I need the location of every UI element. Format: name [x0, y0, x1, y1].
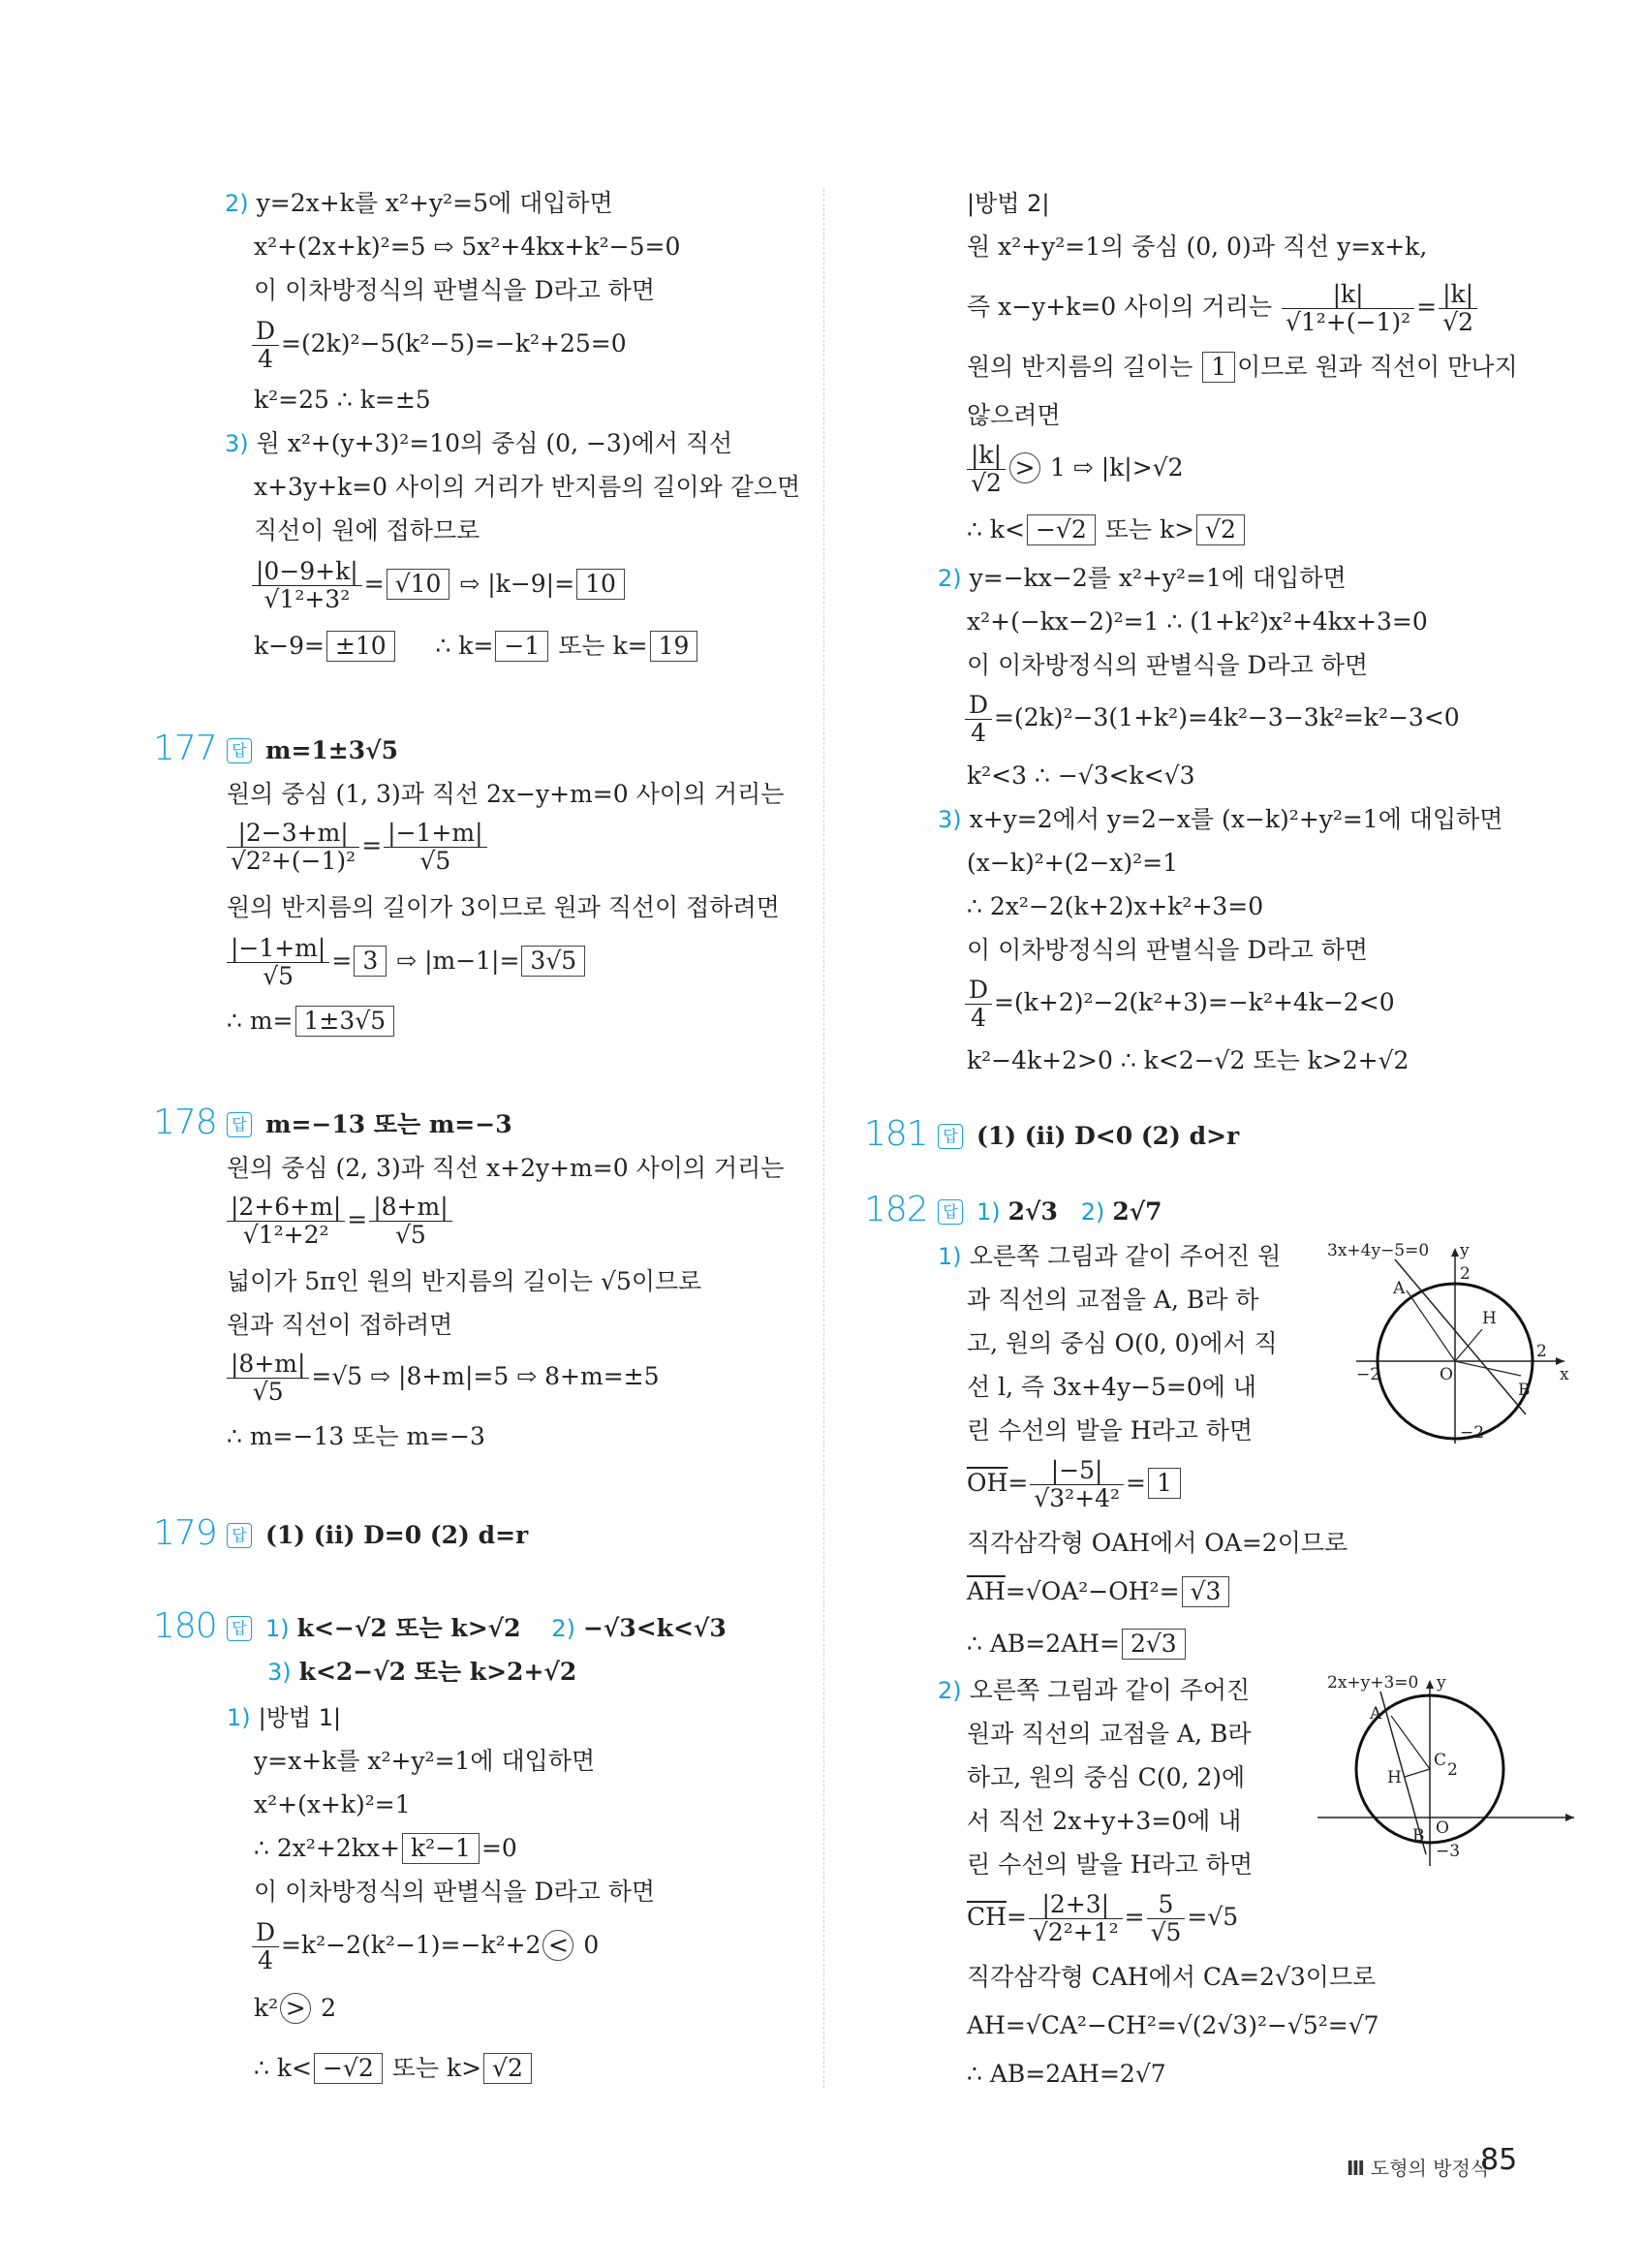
- answer-badge: 답: [227, 1616, 252, 1641]
- fraction: $\frac{|-1+m|}{√5}$: [227, 935, 329, 990]
- answer-badge: 답: [938, 1199, 963, 1225]
- sol177-line3: 원의 반지름의 길이가 3이므로 원과 직선이 접하려면: [227, 893, 780, 921]
- fraction: $\frac{|8+m|}{√5}$: [369, 1194, 451, 1249]
- sol180-3-line1: 3) x+y=2에서 y=2−x를 (x−k)²+y²=1에 대입하면: [938, 805, 1503, 833]
- answer-badge: 답: [227, 1112, 252, 1137]
- fraction: $\frac{D}{4}$: [252, 1919, 279, 1974]
- fraction: $\frac{D}{4}$: [965, 692, 992, 747]
- sol182-2-line1: 2) 오른쪽 그림과 같이 주어진: [938, 1676, 1251, 1704]
- answer-178: 답 m=−13 또는 m=−3: [227, 1108, 512, 1141]
- answer-180-line2: 3) k<2−√2 또는 k>2+√2: [267, 1658, 577, 1686]
- y-axis-arrow: [1451, 1248, 1459, 1257]
- sol176-3-line1: 3) 원 x²+(y+3)²=10의 중심 (0, −3)에서 직선: [225, 429, 733, 457]
- sol180-3-line3: ∴ 2x²−2(k+2)x+k²+3=0: [967, 892, 1264, 920]
- answer-box: 1: [1202, 352, 1235, 383]
- label-y2: 2: [1460, 1264, 1471, 1284]
- answer-179: 답 (1) (ii) D=0 (2) d=r: [227, 1519, 528, 1552]
- sol180-m2-line4: 않으려면: [967, 401, 1061, 429]
- sol178-line2: $\frac{|2+6+m|}{\text{√1²+2²}}$ = $\frac{|8+m|}{√5}$: [225, 1194, 454, 1249]
- sol180-2-line4: $\frac{D}{4}$ =(2k)²−3(1+k²)=4k²−3−3k²=k²−3<0: [963, 692, 1460, 747]
- sol176-2-line4: $\frac{D}{4}$ =(2k)²−5(k²−5)=−k²+25=0: [250, 318, 627, 373]
- answer-box: √10: [387, 569, 450, 600]
- answer-circle: >: [280, 1993, 311, 2024]
- fraction: $\frac{|2+3|}{\text{√2²+1²}}$: [1029, 1891, 1123, 1946]
- problem-number-181: 181: [864, 1114, 928, 1154]
- sol182-2-line7: 직각삼각형 CAH에서 CA=2√3이므로: [967, 1963, 1377, 1991]
- answer-badge: 답: [227, 738, 252, 763]
- answer-box: √2: [1196, 514, 1245, 545]
- problem-number-177: 177: [153, 729, 217, 768]
- x-axis-arrow: [1556, 1357, 1565, 1365]
- sol180-m2-line3: 원의 반지름의 길이는 1 이므로 원과 직선이 만나지: [967, 353, 1518, 381]
- sol176-3-line4: $\frac{|0-9+k|}{\text{√1²+3²}}$ = √10 ⇨ |k−9|= 10: [250, 558, 627, 613]
- segment-CH: [1405, 1769, 1430, 1777]
- answer-circle: >: [1009, 452, 1040, 483]
- answer-box: 3: [354, 946, 387, 977]
- fraction: $\frac{D}{4}$: [965, 977, 992, 1032]
- segment-OB: [1455, 1361, 1521, 1376]
- label-line: 2x+y+3=0: [1327, 1673, 1419, 1693]
- fraction: $\frac{|k|}{√2}$: [967, 442, 1006, 497]
- sol180-method2-title: |방법 2|: [967, 190, 1050, 217]
- label-yneg2: −2: [1460, 1423, 1485, 1443]
- fraction: $\frac{|8+m|}{√5}$: [227, 1351, 309, 1406]
- sol182-2-line3: 하고, 원의 중심 C(0, 2)에: [967, 1763, 1246, 1791]
- fraction: $\frac{|2-3+m|}{\text{√2²+(−1)²}}$: [227, 820, 359, 875]
- answer-box: 1: [1148, 1468, 1181, 1499]
- answer-circle: <: [542, 1930, 573, 1961]
- answer-182: 답 1) 2√3 2) 2√7: [938, 1196, 1162, 1228]
- figure-182-2: [1298, 1672, 1579, 1866]
- fraction: $\frac{5}{√5}$: [1147, 1891, 1186, 1946]
- answer-box: −√2: [314, 2053, 383, 2084]
- sol180-3-line2: (x−k)²+(2−x)²=1: [967, 849, 1179, 877]
- sol176-3-line2: x+3y+k=0 사이의 거리가 반지름의 길이와 같으면: [254, 473, 801, 501]
- sol182-2-line2: 원과 직선의 교점을 A, B라: [967, 1720, 1252, 1748]
- sol182-1-line1: 1) 오른쪽 그림과 같이 주어진 원: [938, 1242, 1282, 1270]
- y-axis-arrow: [1426, 1680, 1434, 1689]
- fraction: $\frac{|0-9+k|}{\text{√1²+3²}}$: [252, 558, 362, 613]
- label-y: y: [1460, 1241, 1470, 1260]
- sol180-m2-line1: 원 x²+y²=1의 중심 (0, 0)과 직선 y=x+k,: [967, 233, 1428, 261]
- sol178-line1: 원의 중심 (2, 3)과 직선 x+2y+m=0 사이의 거리는: [227, 1154, 785, 1182]
- sol182-1-line5: 린 수선의 발을 H라고 하면: [967, 1416, 1254, 1445]
- sol176-2-line5: k²=25 ∴ k=±5: [254, 386, 431, 414]
- answer-box: 3√5: [521, 946, 585, 977]
- fraction: $\frac{D}{4}$: [252, 318, 279, 373]
- answer-box: ±10: [326, 631, 395, 662]
- sol180-m2-line2: 즉 x−y+k=0 사이의 거리는 $\frac{|k|}{\text{√1²+(−1)²}}$ = $\frac{|k|}{√2}$: [967, 281, 1479, 336]
- answer-177: 답 m=1±3√5: [227, 734, 398, 767]
- sol182-2-ab: ∴ AB=2AH=2√7: [967, 2060, 1166, 2088]
- sol176-2-line3: 이 이차방정식의 판별식을 D라고 하면: [254, 276, 656, 304]
- column-divider: [823, 189, 824, 2088]
- fraction: $\frac{|-5|}{\text{√3²+4²}}$: [1030, 1457, 1124, 1512]
- label-H: H: [1387, 1768, 1402, 1787]
- label-O: O: [1440, 1365, 1453, 1384]
- sol177-line4: $\frac{|-1+m|}{√5}$ = 3 ⇨ |m−1|= 3√5: [225, 935, 587, 990]
- answer-badge: 답: [938, 1124, 963, 1149]
- answer-181: 답 (1) (ii) D<0 (2) d>r: [938, 1120, 1239, 1153]
- sol177-line2: $\frac{|2-3+m|}{\text{√2²+(−1)²}}$ = $\frac{|-1+m|}{√5}$: [225, 820, 489, 875]
- label-x2: 2: [1536, 1342, 1547, 1361]
- sol182-1-oh: $\overline{OH}=$ $\frac{|-5|}{\text{√3²+4²}}$ = 1: [967, 1457, 1183, 1512]
- label-C: C: [1434, 1751, 1447, 1770]
- fraction: $\frac{|2+6+m|}{\text{√1²+2²}}$: [227, 1194, 345, 1249]
- sol178-line5: $\frac{|8+m|}{√5}$ =√5 ⇨ |8+m|=5 ⇨ 8+m=±5: [225, 1351, 660, 1406]
- sol176-3-line5: k−9= ±10 ∴ k= −1 또는 k= 19: [254, 630, 699, 663]
- segment-OH: [1455, 1329, 1482, 1361]
- sol176-2-line2: x²+(2x+k)²=5 ⇨ 5x²+4kx+k²−5=0: [254, 233, 681, 261]
- problem-number-178: 178: [153, 1103, 217, 1142]
- figure-182-1: [1327, 1240, 1569, 1444]
- sol182-1-line2: 과 직선의 교점을 A, B라 하: [967, 1286, 1259, 1314]
- fraction: $\frac{|-1+m|}{√5}$: [384, 820, 486, 875]
- fraction: $\frac{|k|}{√2}$: [1439, 281, 1477, 336]
- sol177-line5: ∴ m= 1±3√5: [227, 1005, 396, 1038]
- sol180-3-line5: $\frac{D}{4}$ =(k+2)²−2(k²+3)=−k²+4k−2<0: [963, 977, 1395, 1032]
- label-line: 3x+4y−5=0: [1327, 1241, 1430, 1260]
- sol180-1-line7: ∴ k< −√2 또는 k> √2: [254, 2052, 534, 2085]
- sol182-1-ah: $\overline{AH}=√OA^2-OH^2= √3$: [967, 1575, 1231, 1608]
- answer-box: 2√3: [1122, 1629, 1186, 1660]
- answer-box: −√2: [1027, 514, 1096, 545]
- label-H: H: [1482, 1309, 1497, 1328]
- answer-box: 19: [650, 631, 698, 662]
- sol180-1-line5: $\frac{D}{4}$ =k²−2(k²−1)=−k²+2 < 0: [250, 1919, 599, 1974]
- sol182-2-line4: 서 직선 2x+y+3=0에 내: [967, 1807, 1242, 1835]
- label-x: x: [1560, 1365, 1569, 1384]
- label-y2: 2: [1447, 1760, 1458, 1780]
- sol180-2-line3: 이 이차방정식의 판별식을 D라고 하면: [967, 651, 1369, 679]
- label-O: O: [1436, 1818, 1449, 1838]
- problem-number-179: 179: [153, 1513, 217, 1553]
- sol180-1-line1: y=x+k를 x²+y²=1에 대입하면: [254, 1747, 596, 1775]
- answer-badge: 답: [227, 1523, 252, 1548]
- fraction: $\frac{|k|}{\text{√1²+(−1)²}}$: [1282, 281, 1414, 336]
- sol177-line1: 원의 중심 (1, 3)과 직선 2x−y+m=0 사이의 거리는: [227, 780, 785, 808]
- sol182-1-line4: 선 l, 즉 3x+4y−5=0에 내: [967, 1373, 1257, 1401]
- label-B: B: [1518, 1381, 1531, 1400]
- sol182-2-ah: AH=√CA²−CH²=√(2√3)²−√5²=√7: [967, 2011, 1379, 2039]
- label-A: A: [1393, 1279, 1406, 1298]
- sol180-1-line3: ∴ 2x²+2kx+ k²−1 =0: [254, 1834, 517, 1862]
- sol180-m2-line6: ∴ k< −√2 또는 k> √2: [967, 513, 1247, 546]
- sol182-1-ab: ∴ AB=2AH= 2√3: [967, 1628, 1188, 1661]
- answer-180-line1: 답 1) k<−√2 또는 k>√2 2) −√3<k<√3: [227, 1612, 727, 1645]
- sol178-line6: ∴ m=−13 또는 m=−3: [227, 1422, 485, 1450]
- sol182-2-ch: $\overline{CH}=$ $\frac{|2+3|}{\text{√2²+1²}}$ = $\frac{5}{√5}$ =√5: [967, 1890, 1239, 1946]
- label-y: y: [1437, 1673, 1446, 1693]
- label-yneg3: −3: [1436, 1842, 1461, 1861]
- answer-box: √3: [1182, 1576, 1230, 1607]
- sol180-3-line6: k²−4k+2>0 ∴ k<2−√2 또는 k>2+√2: [967, 1046, 1410, 1074]
- chapter-label: Ⅲ 도형의 방정식: [1347, 2157, 1490, 2180]
- label-B: B: [1412, 1826, 1425, 1846]
- sol180-1-line2: x²+(x+k)²=1: [254, 1790, 411, 1818]
- answer-box: 10: [576, 569, 625, 600]
- sol182-2-line5: 린 수선의 발을 H라고 하면: [967, 1850, 1254, 1879]
- sol180-2-line1: 2) y=−kx−2를 x²+y²=1에 대입하면: [938, 564, 1347, 592]
- sol180-1-line4: 이 이차방정식의 판별식을 D라고 하면: [254, 1878, 656, 1906]
- answer-box: √2: [483, 2053, 532, 2084]
- sol182-1-line3: 고, 원의 중심 O(0, 0)에서 직: [967, 1329, 1278, 1357]
- sol180-3-line4: 이 이차방정식의 판별식을 D라고 하면: [967, 936, 1369, 964]
- answer-box: 1±3√5: [295, 1006, 395, 1037]
- answer-box: k²−1: [402, 1833, 480, 1864]
- sol180-m2-line5: $\frac{|k|}{√2}$ > 1 ⇨ |k|>√2: [965, 442, 1183, 497]
- answer-box: −1: [495, 631, 548, 662]
- sol176-3-line3: 직선이 원에 접하므로: [254, 516, 480, 544]
- problem-number-182: 182: [864, 1190, 928, 1229]
- sol176-2-line1: 2) y=2x+k를 x²+y²=5에 대입하면: [225, 189, 613, 217]
- sol180-2-line5: k²<3 ∴ −√3<k<√3: [967, 761, 1195, 790]
- label-A: A: [1370, 1704, 1382, 1724]
- sol180-2-line2: x²+(−kx−2)²=1 ∴ (1+k²)x²+4kx+3=0: [967, 607, 1428, 636]
- label-xneg2: −2: [1356, 1365, 1381, 1384]
- sol178-line4: 원과 직선이 접하려면: [227, 1311, 453, 1339]
- page-number: 85: [1480, 2143, 1518, 2177]
- segment-CA: [1391, 1716, 1430, 1769]
- problem-number-180: 180: [153, 1606, 217, 1646]
- sol182-1-line7: 직각삼각형 OAH에서 OA=2이므로: [967, 1529, 1348, 1557]
- sol178-line3: 넓이가 5π인 원의 반지름의 길이는 √5이므로: [227, 1267, 702, 1295]
- x-axis-arrow: [1565, 1814, 1574, 1821]
- sol180-1-title: 1) |방법 1|: [227, 1704, 342, 1731]
- sol180-1-line6: k² > 2: [254, 1994, 337, 2022]
